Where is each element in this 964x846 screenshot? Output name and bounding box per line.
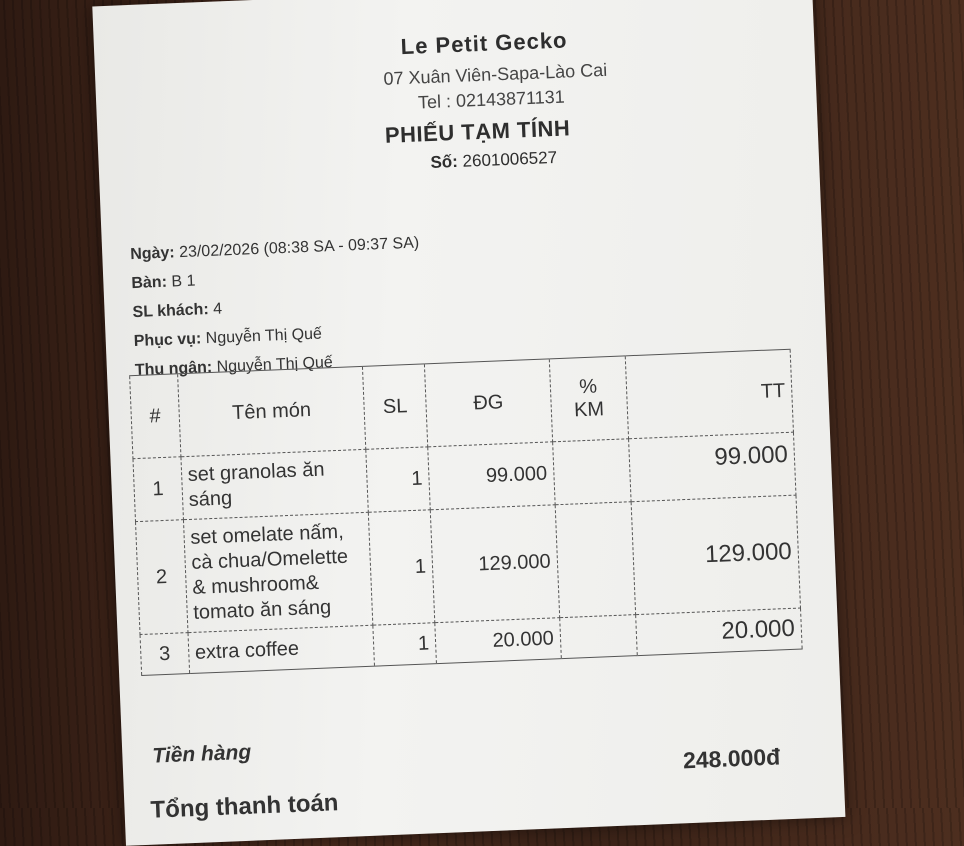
item-no: 1 [133, 457, 183, 522]
server-value: Nguyễn Thị Quế [205, 325, 323, 348]
item-total: 99.000 [628, 432, 796, 502]
item-no: 2 [135, 520, 187, 635]
cashier-label: Thu ngân: [134, 358, 213, 380]
item-discount [552, 439, 630, 505]
document-number-value: 2601006527 [462, 147, 558, 171]
item-unit-price: 129.000 [430, 505, 559, 623]
col-header-discount-top: % [578, 375, 598, 399]
item-name: extra coffee [188, 625, 375, 673]
item-discount [559, 615, 637, 659]
col-header-no: # [130, 374, 181, 459]
col-header-name: Tên món [177, 366, 366, 456]
item-name: set omelate nấm, cà chua/Omelette & mushroom& tomato ăn sáng [183, 512, 373, 632]
item-name: set granolas ăn sáng [181, 449, 369, 519]
item-unit-price: 20.000 [435, 618, 561, 664]
receipt-paper [92, 0, 845, 846]
server-label: Phục vụ: [133, 330, 202, 351]
date-label: Ngày: [129, 244, 176, 264]
document-number-label: Số: [430, 151, 459, 172]
shop-name: Le Petit Gecko [400, 27, 568, 60]
col-header-total: TT [625, 349, 793, 439]
guests-label: SL khách: [132, 301, 210, 322]
col-header-qty: SL [363, 364, 428, 449]
item-qty: 1 [366, 447, 430, 512]
guests-value: 4 [212, 300, 223, 318]
document-title: PHIẾU TẠM TÍNH [384, 115, 571, 148]
cashier-value: Nguyễn Thị Quế [216, 354, 334, 376]
item-total: 129.000 [631, 495, 801, 615]
subtotal-value: 248.000đ [682, 743, 781, 774]
item-discount [555, 502, 636, 618]
item-no: 3 [140, 633, 189, 676]
table-label: Bàn: [131, 273, 168, 293]
shop-phone: Tel : 02143871131 [417, 86, 566, 113]
item-total: 20.000 [635, 608, 802, 656]
date-value: 23/02/2026 (08:38 SA - 09:37 SA) [178, 234, 420, 262]
col-header-discount-bottom: KM [573, 398, 605, 422]
item-unit-price: 99.000 [428, 442, 555, 510]
col-header-discount [549, 356, 628, 442]
shop-address: 07 Xuân Viên-Sapa-Lào Cai [383, 59, 608, 89]
receipt-header [94, 18, 819, 187]
table-value: B 1 [171, 272, 196, 291]
subtotal-label: Tiền hàng [151, 740, 252, 768]
items-table [129, 349, 803, 676]
col-header-unit-price: ĐG [424, 359, 552, 447]
item-qty: 1 [368, 510, 434, 625]
receipt-info [130, 229, 425, 385]
item-qty: 1 [373, 623, 436, 666]
grand-total-label: Tổng thanh toán [150, 789, 339, 824]
